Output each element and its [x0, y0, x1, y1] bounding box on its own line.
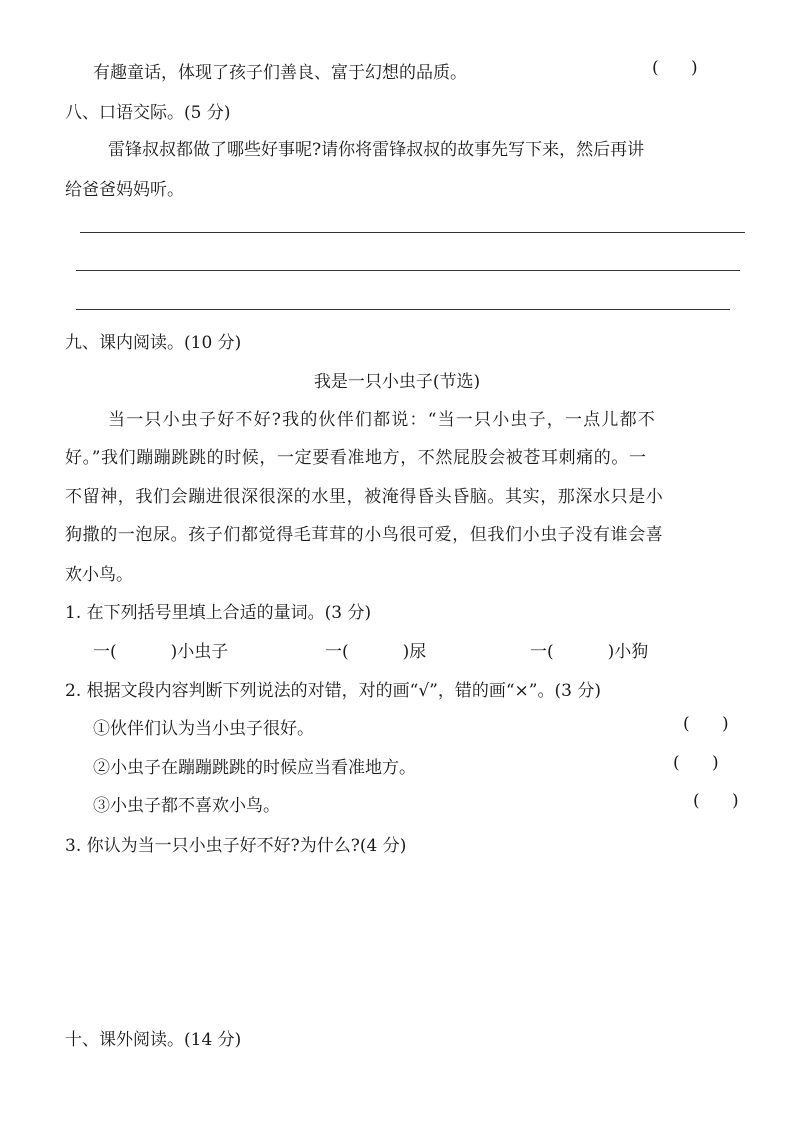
prompt-text: 给爸爸妈妈听。 [65, 180, 184, 200]
judgement-item: ②小虫子在蹦蹦跳跳的时候应当看准地方。 [93, 758, 416, 778]
prompt-text: 雷锋叔叔都做了哪些好事呢?请你将雷锋叔叔的故事先写下来，然后再讲 [108, 140, 645, 160]
passage-title: 我是一只小虫子(节选) [313, 372, 481, 392]
answer-line[interactable] [76, 309, 730, 310]
answer-parenthesis[interactable]: ( ) [652, 58, 698, 78]
question-text: 1. 在下列括号里填上合适的量词。(3 分) [65, 603, 372, 623]
answer-line[interactable] [80, 232, 745, 233]
passage-line: 好。”我们蹦蹦跳跳的时候，一定要看准地方，不然屁股会被苍耳刺痛的。一 [65, 448, 647, 468]
question-text: 3. 你认为当一只小虫子好不好?为什么?(4 分) [65, 836, 407, 856]
judgement-item: ③小虫子都不喜欢小鸟。 [93, 796, 280, 816]
section-heading: 九、课内阅读。(10 分) [65, 333, 242, 353]
passage-line: 欢小鸟。 [65, 565, 133, 585]
fill-blank-item[interactable]: 一( )小狗 [530, 642, 649, 662]
passage-line: 狗撒的一泡尿。孩子们都觉得毛茸茸的小鸟很可爱，但我们小虫子没有谁会喜 [65, 525, 664, 545]
section-heading: 八、口语交际。(5 分) [65, 103, 231, 123]
answer-parenthesis[interactable]: ( ) [683, 714, 729, 734]
answer-line[interactable] [76, 270, 740, 271]
fill-blank-item[interactable]: 一( )尿 [325, 642, 427, 662]
passage-line: 不留神，我们会蹦进很深很深的水里，被淹得昏头昏脑。其实，那深水只是小 [65, 487, 664, 507]
continued-text: 有趣童话，体现了孩子们善良、富于幻想的品质。 [93, 63, 467, 83]
passage-line: 当一只小虫子好不好?我的伙伴们都说：“当一只小虫子，一点儿都不 [108, 410, 657, 430]
answer-space[interactable] [65, 865, 745, 1005]
answer-parenthesis[interactable]: ( ) [693, 791, 739, 811]
answer-parenthesis[interactable]: ( ) [673, 753, 719, 773]
fill-blank-item[interactable]: 一( )小虫子 [93, 642, 229, 662]
question-text: 2. 根据文段内容判断下列说法的对错，对的画“√”，错的画“×”。(3 分) [65, 681, 601, 701]
judgement-item: ①伙伴们认为当小虫子很好。 [93, 719, 314, 739]
section-heading: 十、课外阅读。(14 分) [65, 1030, 242, 1050]
